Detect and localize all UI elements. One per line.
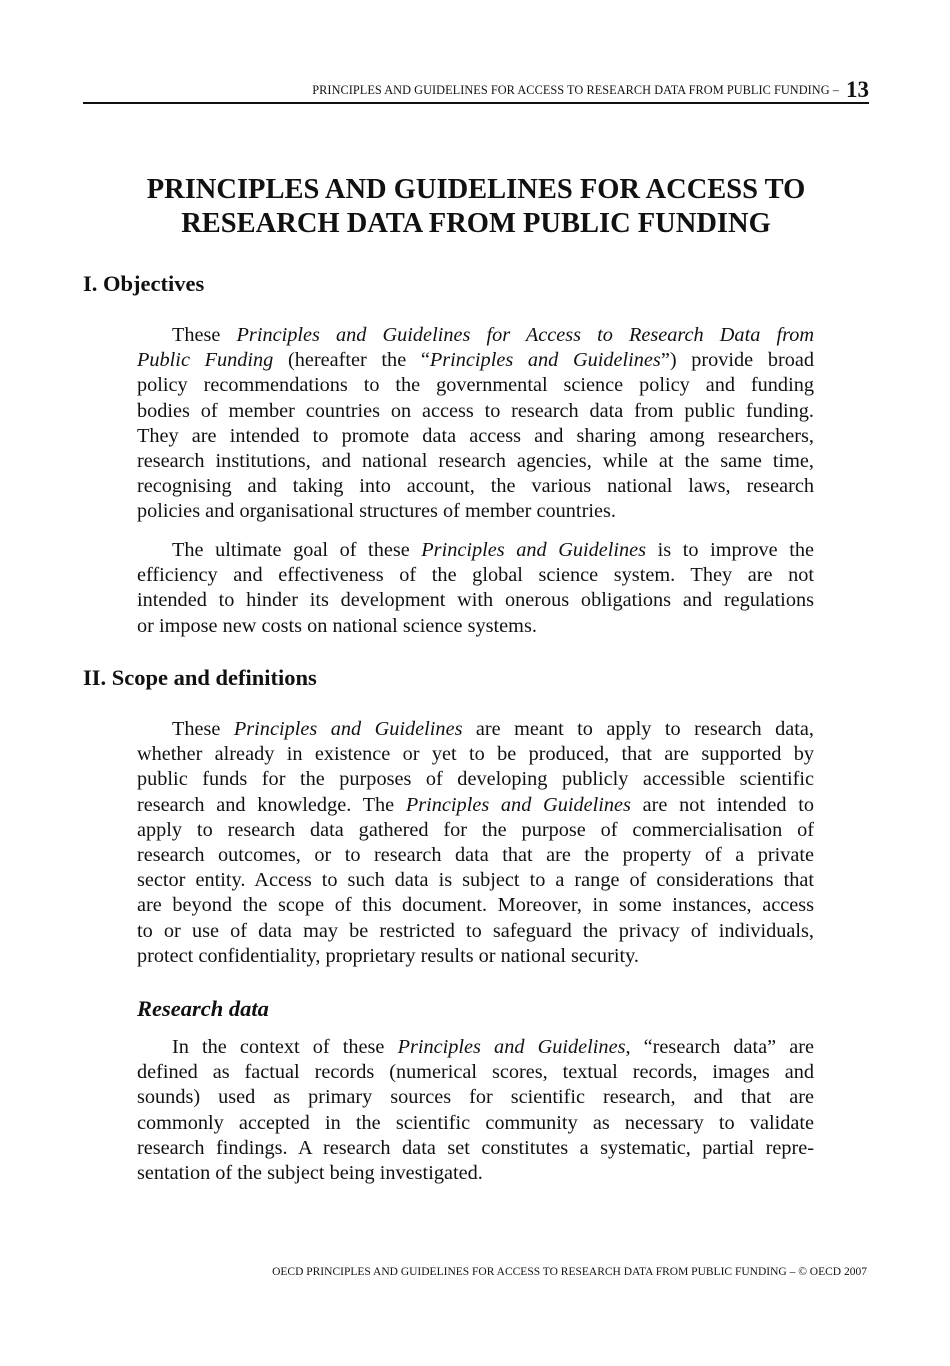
section-heading-scope: II. Scope and definitions (83, 665, 317, 690)
text-line: policy recommendations to the governmental science policy and funding (137, 374, 814, 397)
running-header (83, 74, 869, 104)
objectives-paragraph-1 (137, 323, 814, 525)
page-number: 13 (846, 77, 869, 102)
research-data-paragraph (137, 1035, 814, 1186)
scope-paragraph-1 (137, 717, 814, 969)
text-line: These Principles and Guidelines for Access to Research Data from (172, 324, 815, 346)
text-line: sounds) used as primary sources for scientific research, and that are (137, 1086, 814, 1109)
subheading-research-data: Research data (137, 996, 269, 1021)
text-line: The ultimate goal of these Principles and Guidelines is to improve the (172, 539, 814, 561)
text-line: These Principles and Guidelines are meant to apply to research data, (172, 718, 815, 740)
text-line: whether already in existence or yet to be produced, that are supported by (137, 743, 814, 766)
text-line: sentation of the subject being investigated. (137, 1162, 483, 1185)
text-line: policies and organisational structures of member countries. (137, 500, 616, 523)
text-line: bodies of member countries on access to research data from public funding. (137, 399, 814, 422)
text-line: public funds for the purposes of developing publicly accessible scientific (137, 768, 814, 791)
text-line: are beyond the scope of this document. Moreover, in some instances, access (137, 894, 814, 917)
running-header-title: PRINCIPLES AND GUIDELINES FOR ACCESS TO RESEARCH DATA FROM PUBLIC FUNDING – (312, 83, 839, 97)
text-line: They are intended to promote data access and sharing among researchers, (137, 424, 814, 447)
text-line: or impose new costs on national science systems. (137, 614, 537, 637)
text-line: efficiency and effectiveness of the global science system. They are not (137, 564, 814, 587)
text-line: defined as factual records (numerical scores, textual records, images and (137, 1061, 814, 1084)
text-line: protect confidentiality, proprietary results or national security. (137, 944, 639, 967)
text-line: intended to hinder its development with onerous obligations and regulations (137, 589, 814, 612)
text-line: to or use of data may be restricted to safeguard the privacy of individuals, (137, 919, 814, 942)
document-title-line-2: RESEARCH DATA FROM PUBLIC FUNDING (181, 208, 771, 239)
text-line: research findings. A research data set constitutes a systematic, partial repre- (137, 1136, 814, 1159)
text-line: research and knowledge. The Principles and Guidelines are not intended to (137, 793, 815, 816)
section-heading-objectives: I. Objectives (83, 271, 205, 296)
text-line: Public Funding (hereafter the “Principles and Guidelines”) provide broad (137, 349, 814, 372)
text-line: recognising and taking into account, the various national laws, research (137, 475, 814, 498)
document-title (83, 173, 869, 241)
text-line: commonly accepted in the scientific community as necessary to validate (137, 1111, 814, 1134)
text-line: research outcomes, or to research data that are the property of a private (137, 844, 814, 867)
page-footer: OECD PRINCIPLES AND GUIDELINES FOR ACCESS TO RESEARCH DATA FROM PUBLIC FUNDING – © OECD 2007 (272, 1266, 867, 1278)
text-line: sector entity. Access to such data is subject to a range of considerations that (137, 869, 814, 892)
document-title-line-1: PRINCIPLES AND GUIDELINES FOR ACCESS TO (146, 174, 806, 205)
text-line: research institutions, and national research agencies, while at the same time, (137, 450, 814, 473)
objectives-paragraph-2 (137, 538, 814, 639)
text-line: apply to research data gathered for the purpose of commercialisation of (137, 818, 814, 841)
text-line: In the context of these Principles and Guidelines, “research data” are (172, 1036, 814, 1058)
